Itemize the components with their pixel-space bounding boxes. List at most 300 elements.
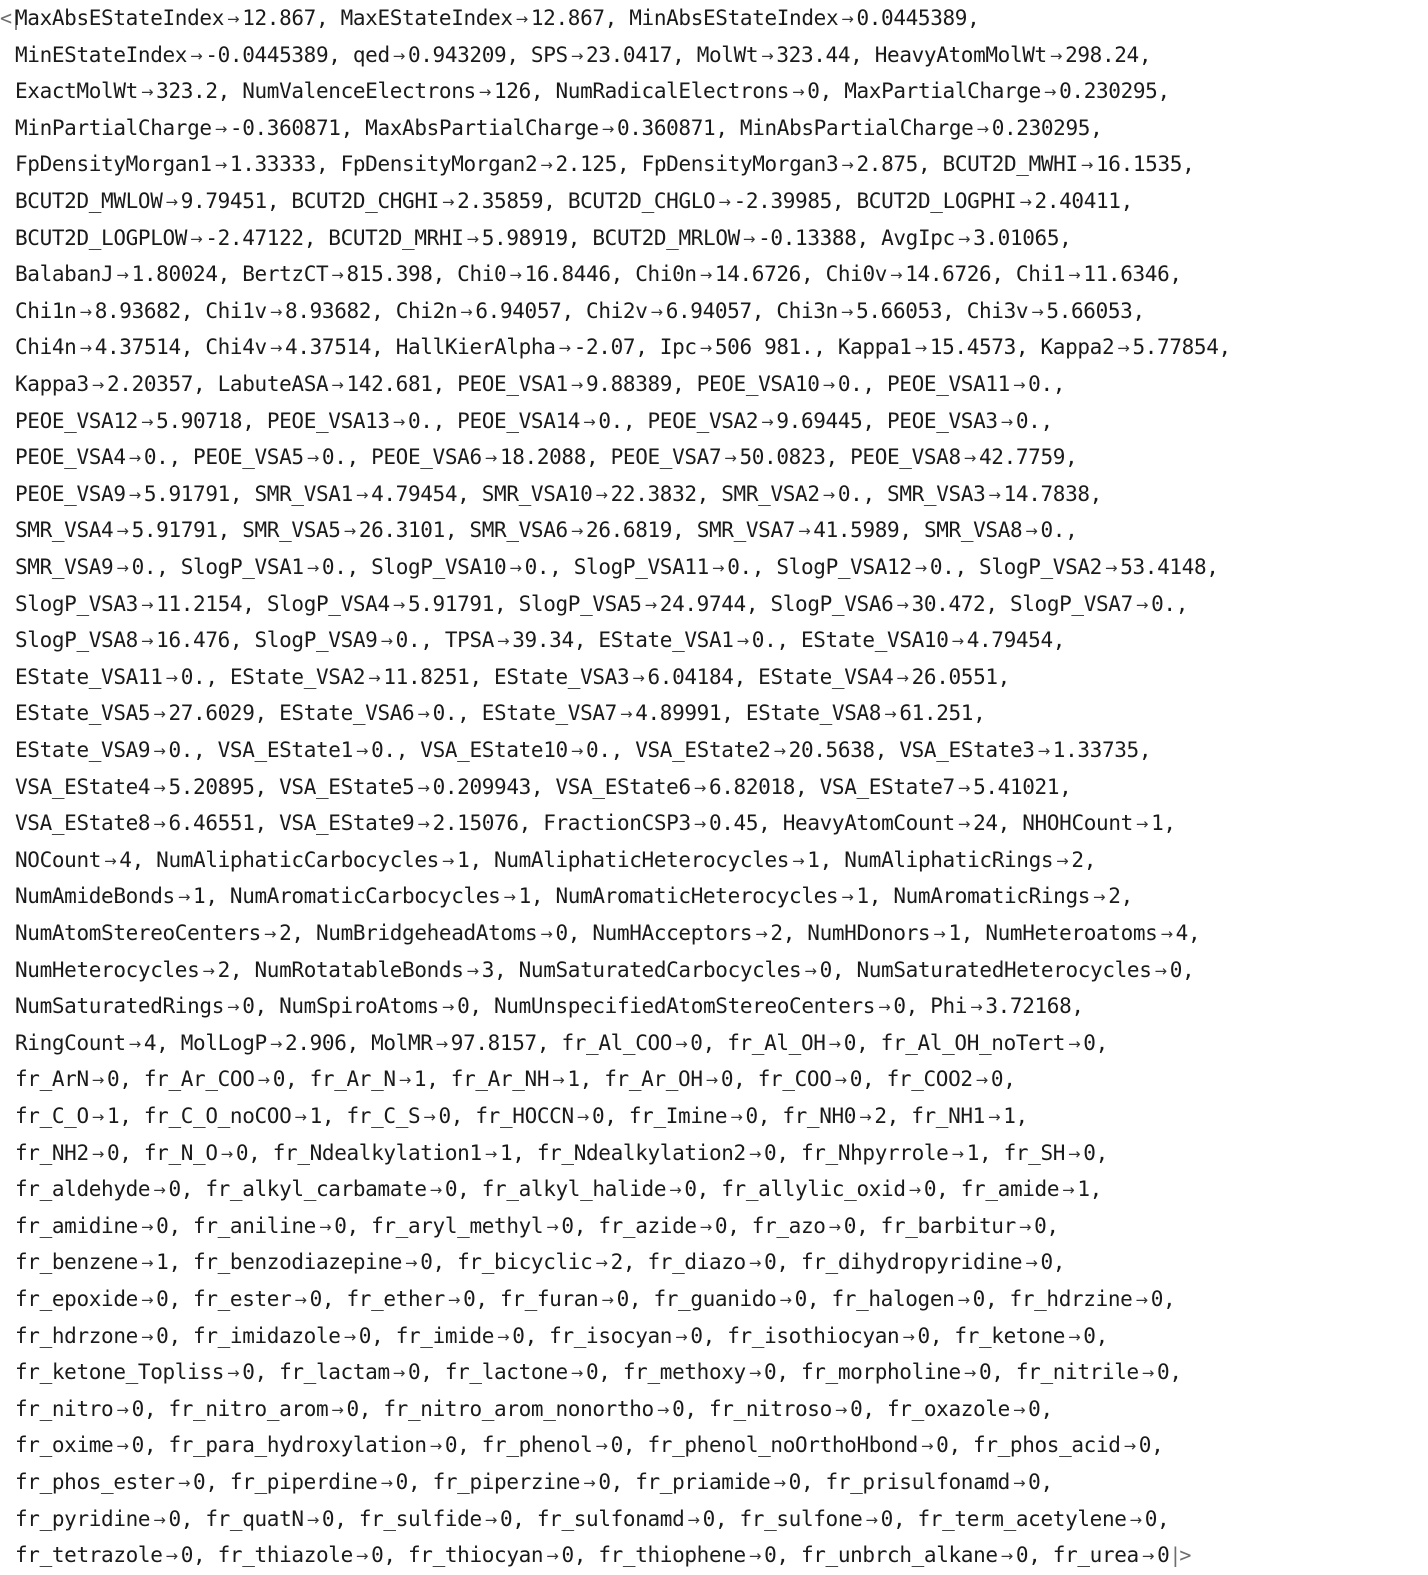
property-value: -2.47122 [205, 225, 304, 250]
property-key: VSA_EState2 [635, 738, 771, 762]
property-key: PEOE_VSA4 [15, 445, 126, 470]
separator: , [757, 1104, 783, 1128]
property-value: 5.90718 [156, 408, 243, 433]
property-key: fr_thiazole [217, 1543, 353, 1568]
property-value: 50.0823 [739, 445, 826, 470]
separator: , [715, 115, 740, 140]
property-key: fr_thiophene [598, 1543, 746, 1568]
separator: , [622, 1433, 648, 1458]
separator: , [874, 738, 900, 762]
separator: , [745, 591, 771, 616]
rule-arrow-icon: → [583, 412, 596, 431]
output-line [15, 1464, 1053, 1500]
property-value: 15.4573 [929, 335, 1016, 360]
property-key: fr_azo [751, 1213, 826, 1238]
separator: , [1218, 335, 1231, 360]
output-line [15, 1281, 1175, 1317]
property-key: PEOE_VSA7 [610, 445, 722, 470]
property-value: 0. [727, 555, 752, 579]
separator: , [586, 445, 611, 470]
property-value: 6.46551 [168, 811, 255, 836]
separator: , [229, 957, 255, 982]
rule-arrow-icon: → [294, 1291, 307, 1309]
rule-arrow-icon: → [865, 1510, 878, 1529]
separator: , [929, 1323, 955, 1348]
property-key: VSA_EState4 [15, 774, 151, 799]
separator: , [573, 1543, 599, 1568]
rule-arrow-icon: → [392, 595, 405, 614]
rule-arrow-icon: → [226, 1364, 240, 1383]
property-key: HallKierAlpha [395, 335, 556, 360]
property-key: fr_dihydropyridine [800, 1250, 1023, 1275]
property-value: 0 [702, 1506, 715, 1531]
separator: , [1157, 79, 1170, 104]
property-key: fr_Ar_COO [143, 1067, 255, 1092]
separator: , [733, 1067, 758, 1092]
rule-arrow-icon: → [841, 888, 854, 907]
separator: , [180, 1177, 206, 1202]
property-value: 0 [684, 1177, 697, 1202]
rule-arrow-icon: → [294, 1108, 307, 1126]
property-value: 12.867 [530, 6, 605, 30]
rule-arrow-icon: → [466, 229, 479, 248]
property-key: BalabanJ [15, 262, 114, 287]
property-key: fr_HOCCN [475, 1104, 574, 1128]
output-line [15, 220, 1071, 256]
property-key: SlogP_VSA3 [15, 591, 138, 616]
property-value: 0. [837, 481, 863, 506]
rule-arrow-icon: → [140, 1327, 154, 1346]
rule-arrow-icon: → [153, 705, 166, 724]
separator: , [567, 225, 593, 250]
separator: , [598, 1360, 623, 1385]
property-key: fr_sulfide [358, 1506, 482, 1531]
separator: , [1083, 847, 1096, 872]
property-key: NHOHCount [1022, 811, 1133, 836]
separator: , [702, 1323, 728, 1348]
separator: , [1132, 298, 1145, 323]
property-key: EState_VSA8 [745, 701, 882, 726]
property-value: 0. [321, 555, 347, 579]
rule-arrow-icon: → [1056, 851, 1069, 870]
property-key: VSA_EState1 [217, 738, 353, 762]
property-key: Ipc [659, 335, 697, 360]
property-key: SlogP_VSA10 [371, 555, 507, 579]
rule-arrow-icon: → [675, 1327, 688, 1346]
property-value: 0.45 [708, 811, 759, 836]
property-value: 4.89991 [635, 701, 722, 726]
rule-arrow-icon: → [79, 339, 92, 358]
property-key: LabuteASA [217, 372, 329, 396]
property-key: NumAromaticCarbocycles [229, 884, 501, 909]
property-key: MinEStateIndex [15, 42, 188, 67]
property-value: 0 [242, 1360, 255, 1385]
property-key: SlogP_VSA12 [776, 555, 912, 579]
property-key: fr_allylic_oxid [721, 1177, 906, 1202]
property-value: 0 [672, 1396, 685, 1421]
separator: , [733, 664, 759, 689]
property-key: fr_furan [499, 1287, 599, 1311]
separator: , [973, 701, 986, 726]
separator: , [358, 1396, 384, 1421]
separator: , [1182, 152, 1195, 177]
property-value: 26.3101 [358, 518, 445, 543]
separator: , [610, 1470, 636, 1494]
rule-arrow-icon: → [343, 1327, 356, 1346]
rule-arrow-icon: → [840, 302, 854, 321]
separator: , [948, 1433, 974, 1458]
separator: , [291, 921, 316, 945]
rule-arrow-icon: → [140, 632, 154, 651]
separator: , [383, 1543, 408, 1568]
rule-arrow-icon: → [484, 1510, 497, 1529]
separator: , [751, 555, 777, 579]
property-value: 0.230295 [991, 115, 1091, 140]
property-value: 0 [598, 1470, 611, 1494]
property-key: fr_ester [193, 1287, 292, 1311]
rule-arrow-icon: → [140, 83, 154, 102]
separator: , [143, 1396, 169, 1421]
rule-arrow-icon: → [392, 46, 405, 65]
output-line [15, 1098, 1028, 1134]
rule-arrow-icon: → [798, 522, 811, 541]
property-key: SMR_VSA5 [242, 518, 341, 543]
property-value: -2.39985 [733, 189, 832, 213]
property-key: NumHAcceptors [592, 921, 753, 945]
rule-arrow-icon: → [153, 1510, 166, 1529]
separator: , [205, 664, 230, 689]
rule-arrow-icon: → [355, 1547, 369, 1566]
separator: , [180, 1506, 206, 1531]
property-value: 1 [499, 1140, 513, 1165]
separator: , [1182, 957, 1195, 982]
property-key: Chi3v [966, 298, 1029, 323]
rule-arrow-icon: → [632, 668, 645, 687]
property-key: fr_oxime [15, 1433, 114, 1458]
output-line [15, 1354, 1182, 1390]
rule-arrow-icon: → [540, 925, 553, 943]
separator: , [635, 335, 660, 360]
rule-arrow-icon: → [570, 46, 584, 65]
output-line [15, 1061, 1015, 1097]
rule-arrow-icon: → [355, 485, 369, 504]
property-key: fr_unbrch_alkane [800, 1543, 998, 1568]
property-value: 0 [917, 1323, 930, 1348]
separator: , [168, 1323, 194, 1348]
rule-arrow-icon: → [1068, 1034, 1081, 1053]
property-key: fr_Ndealkylation2 [536, 1140, 746, 1165]
output-line [15, 293, 1145, 329]
separator: , [795, 774, 820, 799]
rule-arrow-icon: → [1018, 1217, 1032, 1236]
rule-arrow-icon: → [318, 1217, 332, 1236]
property-value: 1 [1003, 1104, 1016, 1128]
property-value: 0 [334, 1213, 347, 1238]
property-value: 2 [874, 1104, 887, 1128]
property-key: fr_COO [757, 1067, 832, 1092]
property-key: fr_oxazole [887, 1396, 1010, 1421]
property-key: fr_Ar_NH [450, 1067, 550, 1092]
property-key: BCUT2D_CHGLO [567, 189, 716, 213]
rule-arrow-icon: → [834, 1071, 847, 1090]
property-key: fr_alkyl_carbamate [205, 1177, 427, 1202]
property-key: SMR_VSA1 [254, 481, 353, 506]
property-value: 5.98919 [481, 225, 568, 250]
property-value: 0 [972, 1287, 985, 1311]
separator: , [346, 445, 372, 470]
property-key: NumSaturatedRings [15, 994, 224, 1019]
property-key: PEOE_VSA9 [15, 481, 126, 506]
rule-arrow-icon: → [546, 1547, 559, 1566]
rule-arrow-icon: → [822, 485, 835, 504]
separator: , [967, 6, 980, 30]
output-line [15, 622, 1065, 658]
rule-arrow-icon: → [773, 1474, 786, 1492]
separator: , [1138, 42, 1152, 67]
property-value: 4 [143, 1030, 157, 1055]
property-key: RingCount [15, 1030, 126, 1055]
separator: , [825, 445, 851, 470]
rule-arrow-icon: → [1080, 156, 1093, 175]
rule-arrow-icon: → [417, 705, 430, 724]
property-value: 14.6726 [905, 262, 992, 287]
rule-arrow-icon: → [1043, 83, 1057, 102]
property-value: 0 [156, 1323, 169, 1348]
rule-arrow-icon: → [423, 1108, 436, 1126]
separator: , [254, 701, 280, 726]
property-value: 0. [524, 555, 550, 579]
separator: , [610, 262, 636, 287]
separator: , [432, 372, 458, 396]
rule-arrow-icon: → [687, 1510, 700, 1529]
rule-arrow-icon: → [1123, 1437, 1136, 1456]
rule-arrow-icon: → [153, 815, 166, 834]
separator: , [714, 1506, 740, 1531]
property-value: 0 [444, 1433, 458, 1458]
property-value: 298.24 [1065, 42, 1139, 67]
property-value: 0 [893, 994, 906, 1019]
separator: , [469, 664, 495, 689]
property-value: 2.40411 [1034, 189, 1121, 213]
property-key: HeavyAtomMolWt [874, 42, 1047, 67]
separator: , [1040, 408, 1053, 433]
output-line [15, 952, 1194, 988]
output-line [15, 366, 1065, 402]
separator: , [978, 1140, 1004, 1165]
separator: , [899, 518, 924, 543]
separator: , [672, 42, 697, 67]
rule-arrow-icon: → [693, 778, 706, 797]
property-value: 4.37514 [285, 335, 372, 360]
property-key: fr_sulfonamd [536, 1506, 685, 1531]
rule-arrow-icon: → [153, 742, 166, 760]
property-key: fr_C_O [15, 1104, 89, 1128]
property-key: SlogP_VSA7 [1009, 591, 1133, 616]
property-key: fr_NH0 [782, 1104, 857, 1128]
property-key: fr_tetrazole [15, 1543, 163, 1568]
rule-arrow-icon: → [828, 1217, 841, 1236]
separator: , [432, 408, 458, 433]
property-key: fr_priamide [635, 1470, 771, 1494]
rule-arrow-icon: → [656, 1400, 670, 1419]
property-key: SlogP_VSA1 [180, 555, 304, 579]
separator: , [776, 1250, 801, 1275]
property-value: 0 [978, 1360, 992, 1385]
property-value: 9.88389 [586, 372, 673, 396]
property-key: fr_urea [1052, 1543, 1139, 1568]
property-value: 1 [807, 847, 820, 872]
property-key: SMR_VSA4 [15, 518, 114, 543]
separator: , [143, 1433, 169, 1458]
rule-arrow-icon: → [908, 1181, 921, 1200]
rule-arrow-icon: → [583, 1474, 596, 1492]
rule-arrow-icon: → [601, 1291, 614, 1309]
property-value: 506 981. [714, 335, 814, 360]
property-key: VSA_EState7 [819, 774, 955, 799]
property-key: MolWt [696, 42, 759, 67]
property-key: fr_isothiocyan [727, 1323, 900, 1348]
property-value: 61.251 [899, 701, 974, 726]
separator: , [254, 811, 280, 836]
separator: , [800, 262, 826, 287]
separator: , [180, 298, 206, 323]
separator: , [758, 811, 783, 836]
property-value: 24 [973, 811, 998, 836]
rule-arrow-icon: → [804, 961, 817, 980]
property-value: 0. [1028, 372, 1053, 396]
property-value: 0 [193, 1470, 206, 1494]
rule-arrow-icon: → [693, 815, 706, 834]
output-line [15, 1208, 1059, 1244]
property-key: PEOE_VSA14 [457, 408, 581, 433]
property-value: 0.360871 [616, 115, 716, 140]
property-value: 0. [407, 408, 433, 433]
property-key: fr_benzene [15, 1250, 138, 1275]
property-value: 5.66053 [1046, 298, 1133, 323]
rule-arrow-icon: → [269, 302, 283, 321]
property-value: 1 [856, 884, 869, 909]
separator: , [512, 1140, 537, 1165]
property-key: Chi2n [395, 298, 458, 323]
property-value: 0 [1083, 1323, 1096, 1348]
rule-arrow-icon: → [478, 83, 492, 102]
separator: , [371, 1323, 396, 1348]
output-line [15, 878, 1133, 914]
property-value: 5.41021 [973, 774, 1060, 799]
separator: , [782, 921, 808, 945]
rule-arrow-icon: → [552, 1071, 565, 1090]
separator: , [1015, 335, 1041, 360]
property-key: ExactMolWt [15, 79, 138, 104]
separator: , [432, 1250, 458, 1275]
separator: , [862, 1396, 887, 1421]
property-key: SMR_VSA10 [481, 481, 593, 506]
rule-arrow-icon: → [140, 1217, 154, 1236]
property-value: 0 [764, 1543, 777, 1568]
property-key: BCUT2D_LOGPLOW [15, 225, 188, 250]
separator: , [131, 847, 157, 872]
property-key: NumRotatableBonds [254, 957, 464, 982]
separator: , [340, 115, 366, 140]
property-key: VSA_EState3 [899, 738, 1035, 762]
separator: , [1040, 1470, 1053, 1494]
output-line [15, 732, 1151, 768]
property-value: 0 [499, 1506, 513, 1531]
property-value: 0 [1083, 1140, 1096, 1165]
property-key: Chi4v [205, 335, 267, 360]
property-value: 0 [106, 1140, 120, 1165]
separator: , [193, 1543, 218, 1568]
separator: , [469, 994, 495, 1019]
property-value: 2 [1108, 884, 1121, 909]
property-key: EState_VSA6 [279, 701, 415, 726]
rule-arrow-icon: → [140, 412, 154, 431]
property-key: fr_sulfone [739, 1506, 863, 1531]
rule-arrow-icon: → [441, 851, 455, 870]
output-line [15, 1244, 1065, 1280]
property-value: 0 [235, 1140, 249, 1165]
separator: , [1071, 994, 1084, 1019]
property-value: 3 [481, 957, 495, 982]
rule-arrow-icon: → [429, 1181, 442, 1200]
property-key: VSA_EState8 [15, 811, 151, 836]
separator: , [868, 884, 894, 909]
property-value: 1 [966, 1140, 979, 1165]
property-value: 4 [119, 847, 132, 872]
rule-arrow-icon: → [650, 302, 663, 321]
separator: , [776, 1543, 801, 1568]
property-key: fr_Al_OH_noTert [880, 1030, 1066, 1055]
property-value: 0 [720, 1067, 734, 1092]
rule-arrow-icon: → [355, 742, 369, 760]
rule-arrow-icon: → [957, 778, 971, 797]
rule-arrow-icon: → [1025, 1254, 1038, 1273]
rule-arrow-icon: → [128, 1034, 141, 1053]
property-value: 323.2 [156, 79, 218, 104]
rule-arrow-icon: → [91, 1071, 104, 1090]
property-value: 4.37514 [94, 335, 181, 360]
property-key: fr_phos_acid [973, 1433, 1121, 1458]
rule-arrow-icon: → [951, 632, 964, 651]
rule-arrow-icon: → [435, 1034, 448, 1053]
separator: , [426, 1067, 451, 1092]
rule-arrow-icon: → [91, 1108, 104, 1126]
property-key: SMR_VSA7 [696, 518, 796, 543]
separator: , [217, 518, 243, 543]
property-value: 0 [690, 1323, 703, 1348]
property-value: -0.13388 [758, 225, 857, 250]
property-value: 0. [1040, 518, 1066, 543]
rule-arrow-icon: → [1068, 1327, 1081, 1346]
property-value: 2 [217, 957, 230, 982]
separator: , [193, 372, 218, 396]
rule-arrow-icon: → [976, 119, 989, 138]
rule-arrow-icon: → [792, 851, 805, 870]
property-key: NumRadicalElectrons [555, 79, 790, 104]
property-value: 0 [936, 1433, 949, 1458]
property-key: SMR_VSA8 [923, 518, 1023, 543]
rule-arrow-icon: → [202, 961, 215, 980]
property-value: 24.9744 [659, 591, 746, 616]
rule-arrow-icon: → [140, 1291, 154, 1309]
rule-arrow-icon: → [755, 925, 768, 943]
property-key: SMR_VSA2 [721, 481, 820, 506]
property-key: fr_C_O_noCOO [143, 1104, 292, 1128]
separator: , [229, 628, 255, 653]
property-value: 0 [880, 1506, 893, 1531]
property-value: 0 [555, 921, 568, 945]
separator: , [420, 1360, 445, 1385]
